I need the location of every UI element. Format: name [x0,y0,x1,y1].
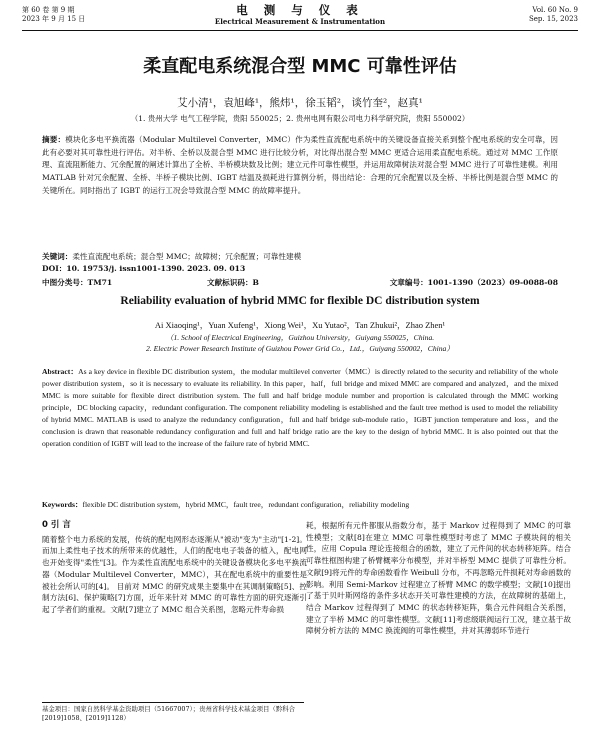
section-heading-intro: 0 引 言 [42,520,71,530]
volume-issue: 第 60 卷 第 9 期 [22,6,75,14]
authors-en: Ai Xiaoqing¹，Yuan Xufeng¹，Xiong Wei¹，Xu Yutao²，Tan Zhukui²，Zhao Zhen¹ [154,320,446,330]
header-rule [22,30,578,31]
journal-name-cn: 电 测 与 仪 表 [236,3,364,17]
body-column-right [306,520,571,637]
doi: DOI：10. 19753/j. issn1001-1390. 2023. 09. 013 [42,264,246,273]
abstract-cn-label: 摘要： [42,135,66,144]
abstract-en [42,366,558,450]
authors-cn: 艾小清¹，袁旭峰¹，熊炜¹，徐玉韬²，谈竹奎²，赵真¹ [177,97,423,109]
keywords-cn [42,251,558,262]
classification-line [42,277,558,288]
body-text-left: 随着整个电力系统的发展，传统的配电网形态逐渐从"被动"变为"主动"[1-2]。而加上柔性电子技术的所带来的优越性，人们的配电电子装备的植入，配电网也开始变得"柔性"[3]。作为柔性直流配电系统中的关键设备模块化多电平换流器（Modular Multilevel Converter，MMC），其在配电系统中的重要性是被社会所认可的[4]。 目前对 MMC 的研究成果主要集中在其调制策略[5]、控制方法[6]、保护策略[7]方面，近年来针对 MMC 的可靠性方面的研究逐渐引起了学者们的重视。文献[7]建立了 MMC 组合关系图，忽略元件寿命损 [42,534,307,614]
volume-issue-en: Vol. 60 No. 9 [532,6,578,14]
journal-name-en: Electrical Measurement & Instrumentation [214,17,386,26]
header-right [418,6,578,24]
affiliation-en-1: （1. School of Electrical Engineering，Guizhou University，Guiyang 550025，China. [165,333,435,342]
publish-date: 2023 年 9 月 15 日 [22,15,86,23]
funding-footnote: 基金项目：国家自然科学基金资助项目（51667007）；贵州省科学技术基金项目（黔科合 [2019]1058、[2019]1128） [42,702,304,723]
body-text-right: 耗，根据所有元件都服从指数分布，基于 Markov 过程得到了 MMC 的可靠性模型；文献[8]在建立 MMC 可靠性模型时考虑了 MMC 子模块间的相关性，应用 Copula 理论连接组合的函数，建立了元件间的状态转移矩阵。结合可靠性框图构建了桥臂概率分布模型，并对半桥型 MMC 提供了可靠性分析。文献[9]将元件的寿命函数看作 Weibull 分布，不再忽略元件损耗对寿命函数的影响。利用 Semi-Markov 过程建立了桥臂 MMC 的数学模型；文献[10]提出了基于贝叶斯网络的条件多状态开关可靠性建模的方法，在故障树的基础上，结合 Markov 过程得到了 MMC 的状态转移矩阵，集合元件间组合关系图，建立了半桥 MMC 的可靠性模型。文献[11]考虑级联阀运行工况，建立基于故障树分析方法的 MMC 换流阀的可靠性模型，并对其薄弱环节进行 [306,521,571,636]
keywords-cn-label: 关键词： [42,252,73,261]
keywords-cn-text: 柔性直流配电系统；混合型 MMC；故障树；冗余配置；可靠性建模 [72,252,302,261]
clc-number: 中图分类号：TM71 [42,278,113,287]
affiliation-en [20,332,580,354]
paper-title-en: Reliability evaluation of hybrid MMC for flexible DC distribution system [120,295,480,307]
publish-date-en: Sep. 15, 2023 [528,15,578,23]
keywords-en-label: Keywords： [42,500,83,509]
header-center [182,4,418,26]
abstract-cn [42,134,558,198]
keywords-en-text: flexible DC distribution system，hybrid MMC，fault tree，redundant configuration，reliability modeling [82,500,410,509]
article-number: 文章编号：1001-1390（2023）09-0088-08 [389,278,558,287]
body-column-left [42,520,307,616]
abstract-en-text: As a key device in flexible DC distribution system，the modular multilevel converter（MMC）is directly related to the security and reliability of the whole power distribution system，so it is necessary to evaluate its reliability. In this paper，half，full bridge and mixed MMC are compared and analyzed，and the mixed MMC is more suitable for flexible direct distribution system. The full and half bridge module number and proportion is calculated through the MMC working principle，DC blocking capacity，redundant configuration. The component reliability modeling is established and the fault tree method is used to model the reliability of hybrid MMC. MATLAB is used to analyze the redundancy configuration，full and half bridge sub-module ratio，IGBT junction temperature and loss，and the conclusion is drawn that reasonable redundancy configuration and full and half bridge ratio are the key to the design of hybrid MMC. It is also pointed out that the operation condition of IGBT will lead to the increase of the failure rate of hybrid MMC. [42,367,558,448]
keywords-en [42,500,558,510]
document-code: 文献标识码：B [207,278,259,287]
abstract-cn-text: 模块化多电平换流器（Modular Multilevel Converter，MMC）作为柔性直流配电系统中的关键设备直接关系到整个配电系统的安全可靠，因此有必要对其可靠性进行评估。对半桥、全桥以及混合型 MMC 进行比较分析，对比得出混合型 MMC 更适合运用柔直配电系统。通过对 MMC 工作原理、直流阻断能力、冗余配置的阐述计算出了全桥、半桥模块数及比例；建立元件可靠性模型，并运用故障树法对混合型 MMC 进行了可靠性建模。利用 MATLAB 针对冗余配置、全桥、半桥子模块比例、IGBT 结温及损耗进行算例分析，得出结论：合理的冗余配置以及全桥、半桥比例是混合型 MMC 的关键所在。同时指出了 IGBT 的运行工况会导致混合型 MMC 的故障率提升。 [42,135,558,195]
affiliation-en-2: 2. Electric Power Research Institute of Guizhou Power Grid Co.，Ltd.，Guiyang 550002，China） [146,344,454,353]
abstract-en-label: Abstract： [42,367,79,376]
affiliation-cn: （1. 贵州大学 电气工程学院，贵阳 550025；2. 贵州电网有限公司电力科学研究院，贵阳 550002） [130,114,470,123]
paper-title-cn: 柔直配电系统混合型 MMC 可靠性评估 [143,56,457,77]
header-left [22,6,182,24]
